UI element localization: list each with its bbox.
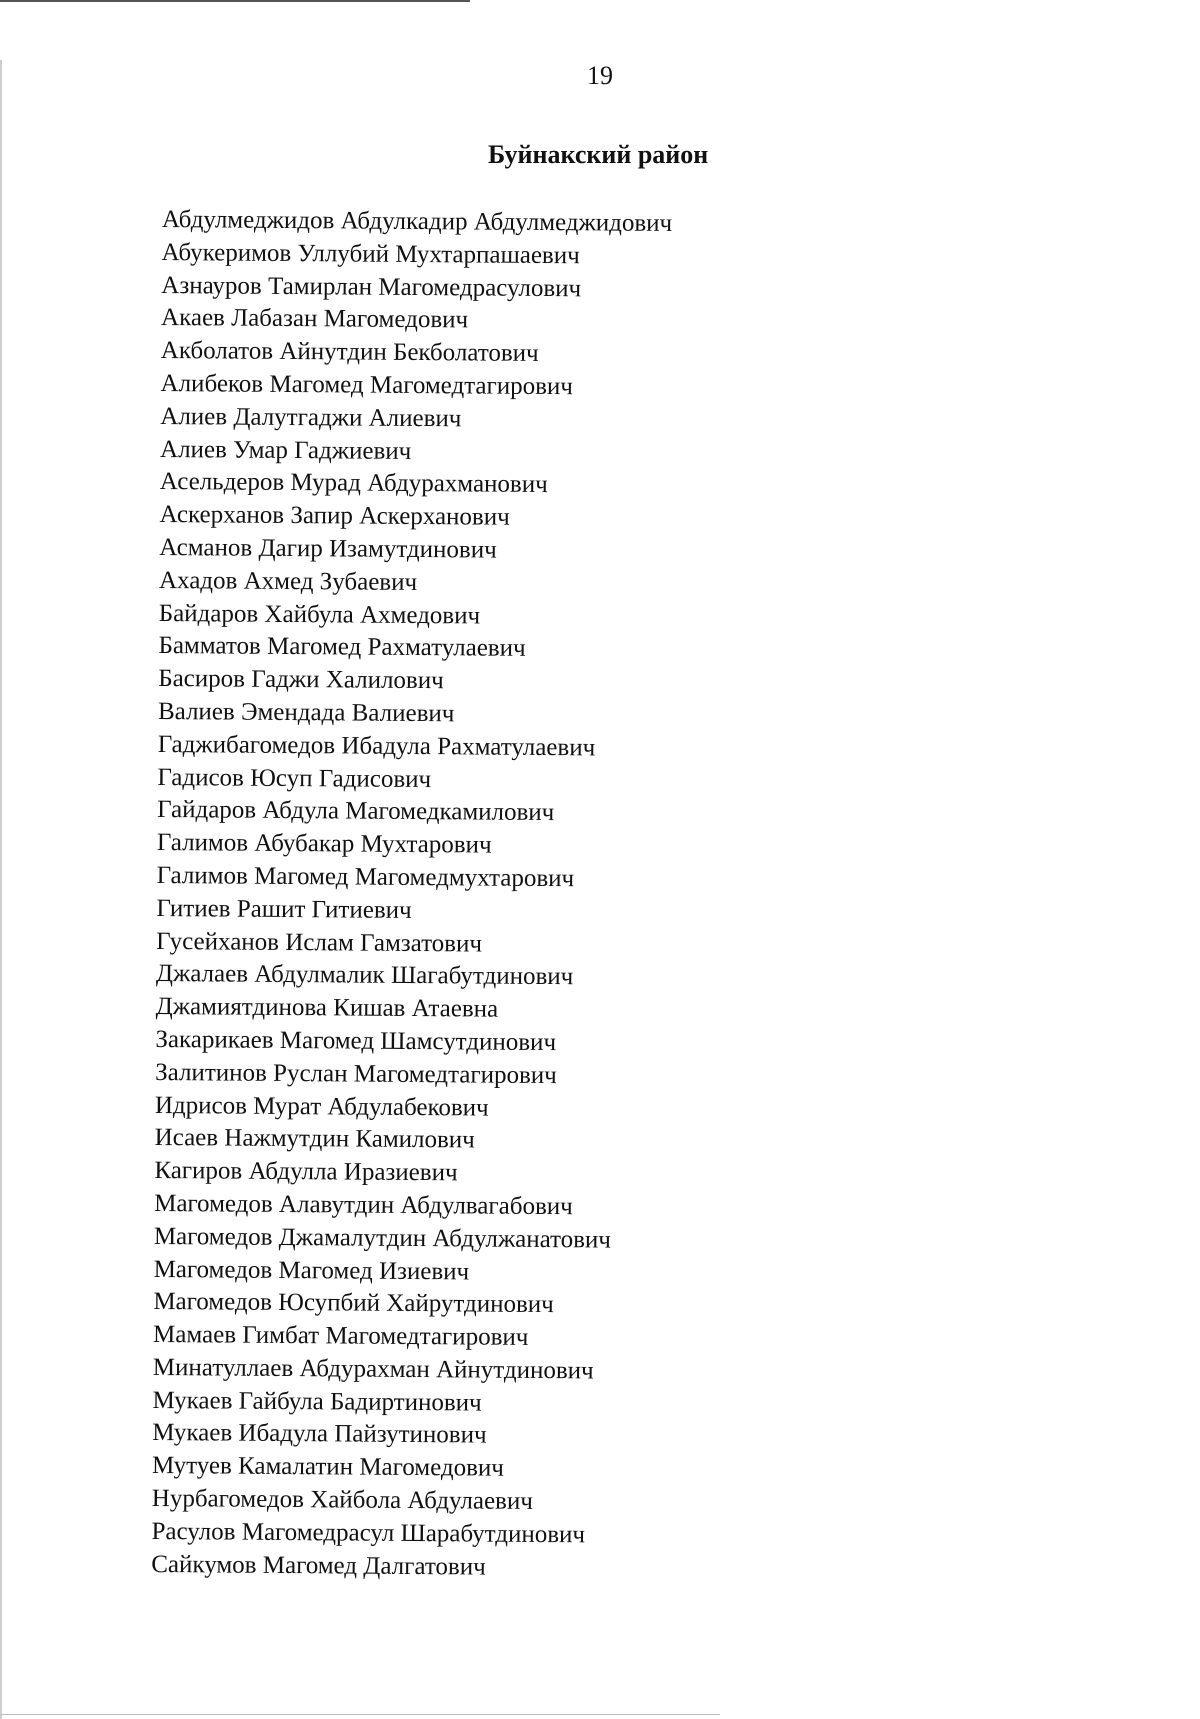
- name-list-item: Галимов Магомед Магомедмухтарович: [156, 861, 575, 893]
- name-list-item: Гадисов Юсуп Гадисович: [157, 763, 432, 793]
- name-list-item: Гаджибагомедов Ибадула Рахматулаевич: [157, 730, 596, 762]
- scan-bottom-edge-line: [0, 1714, 720, 1715]
- name-list-item: Мамаев Гимбат Магомедтагирович: [153, 1321, 529, 1352]
- name-list-item: Алиев Умар Гаджиевич: [159, 435, 412, 465]
- name-list-item: Аскерханов Запир Аскерханович: [159, 501, 510, 531]
- name-list-item: Алиев Далутгаджи Алиевич: [160, 402, 462, 433]
- name-list-item: Гусейханов Ислам Гамзатович: [156, 927, 483, 958]
- name-list-item: Идрисов Мурат Абдулабекович: [154, 1091, 489, 1122]
- name-list-item: Асманов Дагир Изамутдинович: [159, 533, 497, 564]
- scan-top-edge-line: [0, 0, 470, 2]
- name-list-item: Исаев Нажмутдин Камилович: [154, 1124, 475, 1154]
- name-list-item: Байдаров Хайбула Ахмедович: [158, 599, 481, 630]
- name-list-item: Гайдаров Абдула Магомедкамилович: [157, 796, 555, 827]
- name-list-item: Абдулмеджидов Абдулкадир Абдулмеджидович: [161, 205, 673, 238]
- name-list-item: Асельдеров Мурад Абдурахманович: [159, 468, 548, 499]
- name-list-item: Джамиятдинова Кишав Атаевна: [155, 993, 499, 1023]
- name-list-item: Акаев Лабазан Магомедович: [160, 304, 469, 334]
- name-list-item: Расулов Магомедрасул Шарабутдинович: [151, 1517, 586, 1549]
- name-list-item: Алибеков Магомед Магомедтагирович: [160, 369, 574, 401]
- name-list-item: Сайкумов Магомед Далгатович: [151, 1550, 486, 1581]
- name-list-item: Нурбагомедов Хайбола Абдулаевич: [151, 1485, 533, 1516]
- name-list-item: Кагиров Абдулла Иразиевич: [154, 1157, 458, 1187]
- name-list-item: Валиев Эмендада Валиевич: [157, 697, 455, 728]
- name-list-item: Акболатов Айнутдин Бекболатович: [160, 337, 539, 368]
- name-list: [151, 204, 672, 1585]
- name-list-item: Магомедов Джамалутдин Абдулжанатович: [153, 1222, 612, 1254]
- name-list-item: Залитинов Руслан Магомедтагирович: [155, 1058, 557, 1089]
- page-number: 19: [587, 61, 613, 90]
- name-list-item: Бамматов Магомед Рахматулаевич: [158, 632, 526, 663]
- name-list-item: Магомедов Алавутдин Абдулвагабович: [154, 1189, 573, 1221]
- name-list-item: Джалаев Абдулмалик Шагабутдинович: [155, 960, 574, 991]
- name-list-item: Магомедов Юсупбий Хайрутдинович: [153, 1288, 554, 1319]
- name-list-item: Галимов Абубакар Мухтарович: [156, 829, 492, 859]
- name-list-item: Мукаев Гайбула Бадиртинович: [152, 1386, 482, 1417]
- name-list-item: Закарикаев Магомед Шамсутдинович: [155, 1025, 557, 1057]
- name-list-item: Мукаев Ибадула Пайзутинович: [152, 1419, 487, 1450]
- name-list-item: Басиров Гаджи Халилович: [158, 665, 444, 695]
- name-list-item: Ахадов Ахмед Зубаевич: [158, 566, 418, 596]
- name-list-item: Азнауров Тамирлан Магомедрасулович: [161, 271, 582, 302]
- section-title: Буйнакский район: [488, 140, 709, 169]
- name-list-item: Мутуев Камалатин Магомедович: [151, 1452, 505, 1483]
- name-list-item: Магомедов Магомед Изиевич: [153, 1255, 470, 1285]
- scan-left-edge-shadow: [0, 60, 2, 1719]
- name-list-item: Минатуллаев Абдурахман Айнутдинович: [152, 1353, 594, 1385]
- name-list-item: Абукеримов Уллубий Мухтарпашаевич: [161, 238, 580, 270]
- name-list-item: Гитиев Рашит Гитиевич: [156, 894, 412, 924]
